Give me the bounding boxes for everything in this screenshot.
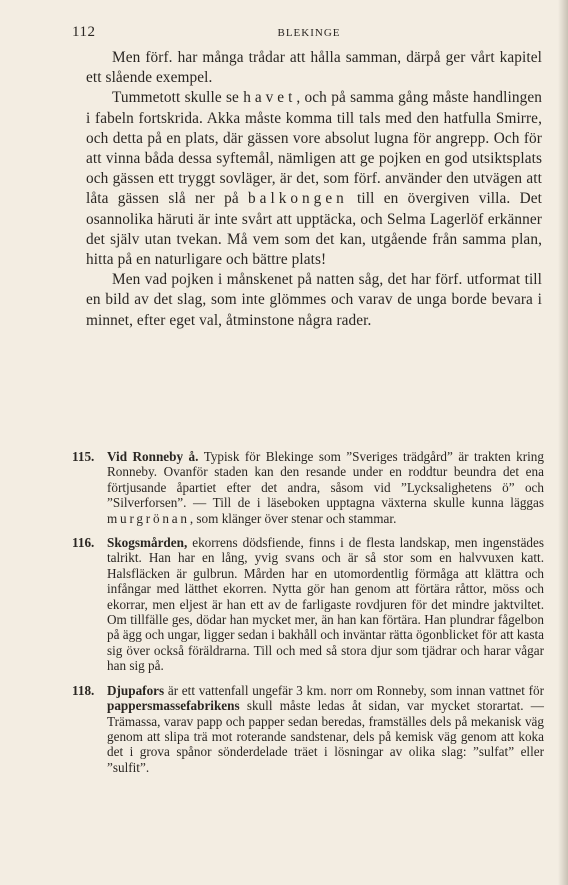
- note-number: 115.: [72, 449, 95, 464]
- paragraph-1: [86, 48, 542, 88]
- note-text-part: Typisk för Blekinge som ”Sveriges trädgård” är trakten kring Ronneby. Ovanför staden kan den resande under en roddtur beundra det ena förtjusande åpartiet efter det andra, såsom vid ”Lycksalighetens ö” och ”Silverforsen”. — Till de i läseboken upptagna växterna skulle kunna läggas: [107, 449, 544, 511]
- note-text-part: , som klänger över stenar och stammar.: [189, 510, 397, 526]
- paragraph-2-text-c: , och på samma gång måste handlingen i fabeln fortskrida. Akka måste komma till tals med den hatfulla Smirre, och detta på en plats, där gässen vore absolut lugna för angrepp. Och för att vinna båda dessa syftemål, nämligen att ge pojken en god utsiktsplats och gässen ett tryggt sovläger, är det, som förf. använder den utvägen att låta gässen slå ner på: [86, 89, 542, 208]
- note-text-part: ekorrens dödsfiende, finns i de flesta landskap, men ingenstädes talrikt. Han har en lång, yvig svans och är så stor som en halvvuxen katt. Halsfläcken är gulbrun. Mården har en utomordentlig förmåga att klättra och infångar med lätthet ekorren. Nytta gör han genom att förtära råttor, möss och ekorrar, men eljest är han ett av de farligaste rovdjuren för det mindre jaktviltet. Om tillfälle ges, dödar han mycket mer, än han kan förtära. Han plundrar fågelbon på ägg och ungar, ligger sedan i bakhåll och inväntar rätta ögonblicket för att kasta sig över också föräldrarna. Till och med så stora djur som tjädrar och harar vågar han sig på.: [107, 535, 544, 674]
- note-text-part: är ett vattenfall ungefär 3 km. norr om Ronneby, som innan vattnet för: [164, 682, 544, 698]
- emphasis-havet: havet: [243, 89, 297, 107]
- note-118: [72, 683, 544, 775]
- page-number: 112: [72, 24, 96, 40]
- page-edge-shadow: [558, 0, 568, 885]
- note-115: [72, 449, 544, 526]
- paragraph-1-text: Men förf. har många trådar att hålla samman, därpå ger vårt kapitel ett slående exempel.: [86, 49, 542, 87]
- emphasis-murgronan: murgrönan: [107, 510, 190, 526]
- page-header: [72, 24, 546, 44]
- emphasis-pappersmassefabrikens: pappersmassefabrikens: [107, 698, 240, 714]
- paragraph-2-text-a: Tummetott skulle se: [112, 89, 244, 107]
- emphasis-balkongen: balkongen: [248, 190, 348, 208]
- note-body: [107, 683, 544, 775]
- paragraph-3: [86, 270, 542, 331]
- paragraph-2: [86, 88, 542, 270]
- note-lead: Djupafors: [107, 682, 165, 698]
- paragraph-2-text-e: till en övergiven villa. Det osannolika häruti är inte svårt att upptäcka, och Selma Lagerlöf erkänner det själv utan tvekan. Må vem som det kan, utgående från samma plan, hitta på en naturligare och bättre plats!: [86, 190, 542, 269]
- note-body: [107, 535, 544, 674]
- note-lead: Vid Ronneby å.: [107, 449, 199, 464]
- paragraph-3-text: Men vad pojken i månskenet på natten såg, det har förf. utformat till en bild av det slag, som inte glömmes och varav de unga borde bevara i minnet, efter eget val, åtminstone några rader.: [86, 271, 542, 329]
- commentary-notes: [72, 449, 544, 784]
- note-number: 118.: [72, 682, 95, 698]
- note-text-part: skull måste ledas åt sidan, var mycket storartat. — Trämassa, varav papp och papper sedan beredas, framställes dels på mekanisk väg genom att slipa trä mot roterande sandstenar, dels på kemisk väg genom att koka det i grova spånor sönderdelade träet i lösningar av olika slag: ”sulfat” eller ”sulfit”.: [107, 698, 544, 775]
- running-head: BLEKINGE: [277, 27, 341, 39]
- note-116: [72, 535, 544, 674]
- note-body: [107, 449, 544, 526]
- note-lead: Skogsmården,: [107, 535, 188, 551]
- main-prose: [86, 48, 542, 331]
- note-number: 116.: [72, 535, 95, 551]
